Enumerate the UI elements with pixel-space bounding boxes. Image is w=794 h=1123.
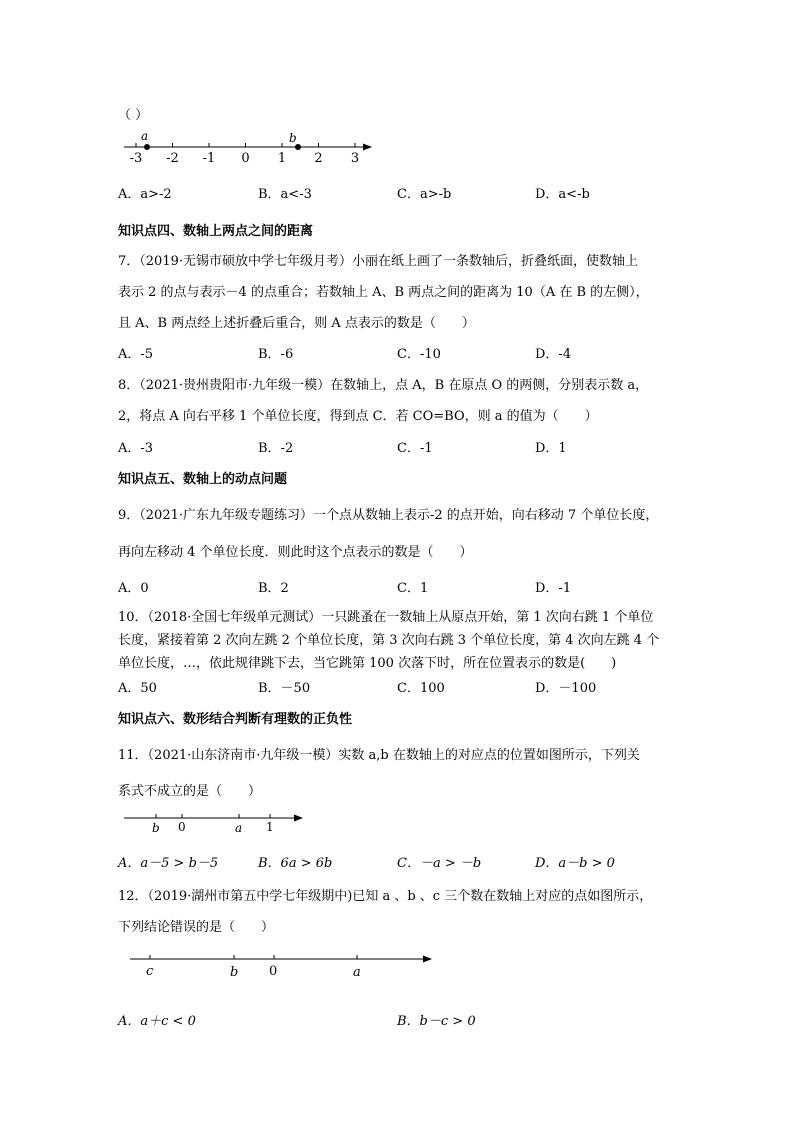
- q6-option-b[interactable]: B．a<-3: [258, 187, 312, 202]
- q8-line1: 8．（2021·贵州贵阳市·九年级一模）在数轴上，点 A，B 在原点 O 的两侧，分别表示数 a，: [118, 378, 649, 393]
- q11-label-1: 1: [266, 820, 274, 834]
- q11-option-a[interactable]: A．a－5 > b－5: [118, 856, 219, 871]
- q11-option-d[interactable]: D．a－b > 0: [535, 856, 615, 871]
- q11-option-c[interactable]: C．－a > －b: [397, 856, 482, 871]
- tick-label: -3: [129, 151, 143, 166]
- q11-option-b[interactable]: B．6a > 6b: [258, 856, 333, 871]
- label-a: a: [141, 129, 149, 143]
- tick-label: -1: [202, 151, 216, 166]
- q7-line1: 7．（2019·无锡市硕放中学七年级月考）小丽在纸上画了一条数轴后，折叠纸面，使数轴上: [118, 254, 638, 269]
- section-heading-4: 知识点四、数轴上两点之间的距离: [118, 224, 314, 239]
- q10-option-c[interactable]: C．100: [397, 681, 445, 696]
- q6-option-a[interactable]: A．a>-2: [118, 187, 172, 202]
- q8-option-b[interactable]: B．-2: [258, 441, 294, 456]
- q12-line2: 下列结论错误的是（ ）: [118, 920, 275, 935]
- q11-label-a: a: [235, 821, 243, 835]
- q8-option-d[interactable]: D．1: [535, 441, 567, 456]
- q7-line3: 且 A、B 两点经上述折叠后重合，则 A 点表示的数是（ ）: [118, 316, 475, 331]
- tick-label: 2: [314, 151, 323, 166]
- q7-option-c[interactable]: C．-10: [397, 347, 441, 362]
- q10-line2: 长度，紧接着第 2 次向左跳 2 个单位长度，第 3 次向右跳 3 个单位长度，第 4 次向左跳 4 个: [118, 633, 660, 648]
- q10-line3: 单位长度，…，依此规律跳下去，当它跳第 100 次落下时，所在位置表示的数是( ): [118, 656, 617, 671]
- q10-line1: 10．（2018·全国七年级单元测试）一只跳蚤在一数轴上从原点开始，第 1 次向右跳 1 个单位: [118, 610, 654, 625]
- q9-option-a[interactable]: A．0: [118, 581, 149, 596]
- tick-label: 1: [277, 151, 287, 166]
- q7-option-a[interactable]: A．-5: [118, 347, 154, 362]
- tick-label: 0: [241, 151, 250, 166]
- q11-line1: 11．（2021·山东济南市·九年级一模）实数 a,b 在数轴上的对应点的位置如图所示，下列关: [118, 748, 640, 763]
- q12-option-a[interactable]: A．a＋c < 0: [118, 1014, 196, 1029]
- tick-label: 3: [350, 151, 360, 166]
- q12-label-c: c: [146, 964, 154, 979]
- q11-line2: 系式不成立的是（ ）: [118, 784, 262, 799]
- q7-line2: 表示 2 的点与表示－4 的点重合；若数轴上 A、B 两点之间的距离为 10（A 在 B 的左侧），: [118, 285, 649, 300]
- q9-option-d[interactable]: D．-1: [535, 581, 572, 596]
- q9-option-b[interactable]: B．2: [258, 581, 289, 596]
- section-heading-5: 知识点五、数轴上的动点问题: [118, 472, 288, 487]
- label-b: b: [289, 131, 297, 145]
- q9-option-c[interactable]: C．1: [397, 581, 429, 596]
- q8-line2: 2，将点 A 向右平移 1 个单位长度，得到点 C．若 CO=BO，则 a 的值为（ ）: [118, 409, 598, 424]
- q9-line1: 9．（2021·广东九年级专题练习）一个点从数轴上表示-2 的点开始，向右移动 7 个单位长度，: [118, 508, 659, 523]
- q6-option-c[interactable]: C．a>-b: [397, 187, 452, 202]
- q7-option-b[interactable]: B．-6: [258, 347, 294, 362]
- q12-label-0: 0: [269, 964, 278, 979]
- q12-label-a: a: [353, 965, 361, 980]
- tick-label: -2: [166, 151, 179, 166]
- q10-option-d[interactable]: D．－100: [535, 681, 597, 696]
- q8-option-c[interactable]: C．-1: [397, 441, 433, 456]
- q9-line2: 再向左移动 4 个单位长度．则此时这个点表示的数是（ ）: [118, 545, 473, 560]
- q10-option-b[interactable]: B．－50: [258, 681, 311, 696]
- q10-option-a[interactable]: A．50: [118, 681, 157, 696]
- q12-option-b[interactable]: B．b－c > 0: [397, 1014, 476, 1029]
- q6-bracket: （ ）: [118, 108, 149, 123]
- q7-option-d[interactable]: D．-4: [535, 347, 572, 362]
- q6-option-d[interactable]: D．a<-b: [535, 187, 590, 202]
- q11-label-0: 0: [178, 820, 186, 834]
- section-heading-6: 知识点六、数形结合判断有理数的正负性: [118, 712, 353, 727]
- q8-option-a[interactable]: A．-3: [118, 441, 154, 456]
- q12-line1: 12．（2019·湖州市第五中学七年级期中)已知 a 、b 、c 三个数在数轴上对应的点如图所示，: [118, 889, 653, 904]
- q12-label-b: b: [230, 965, 239, 980]
- q11-label-b: b: [152, 821, 160, 835]
